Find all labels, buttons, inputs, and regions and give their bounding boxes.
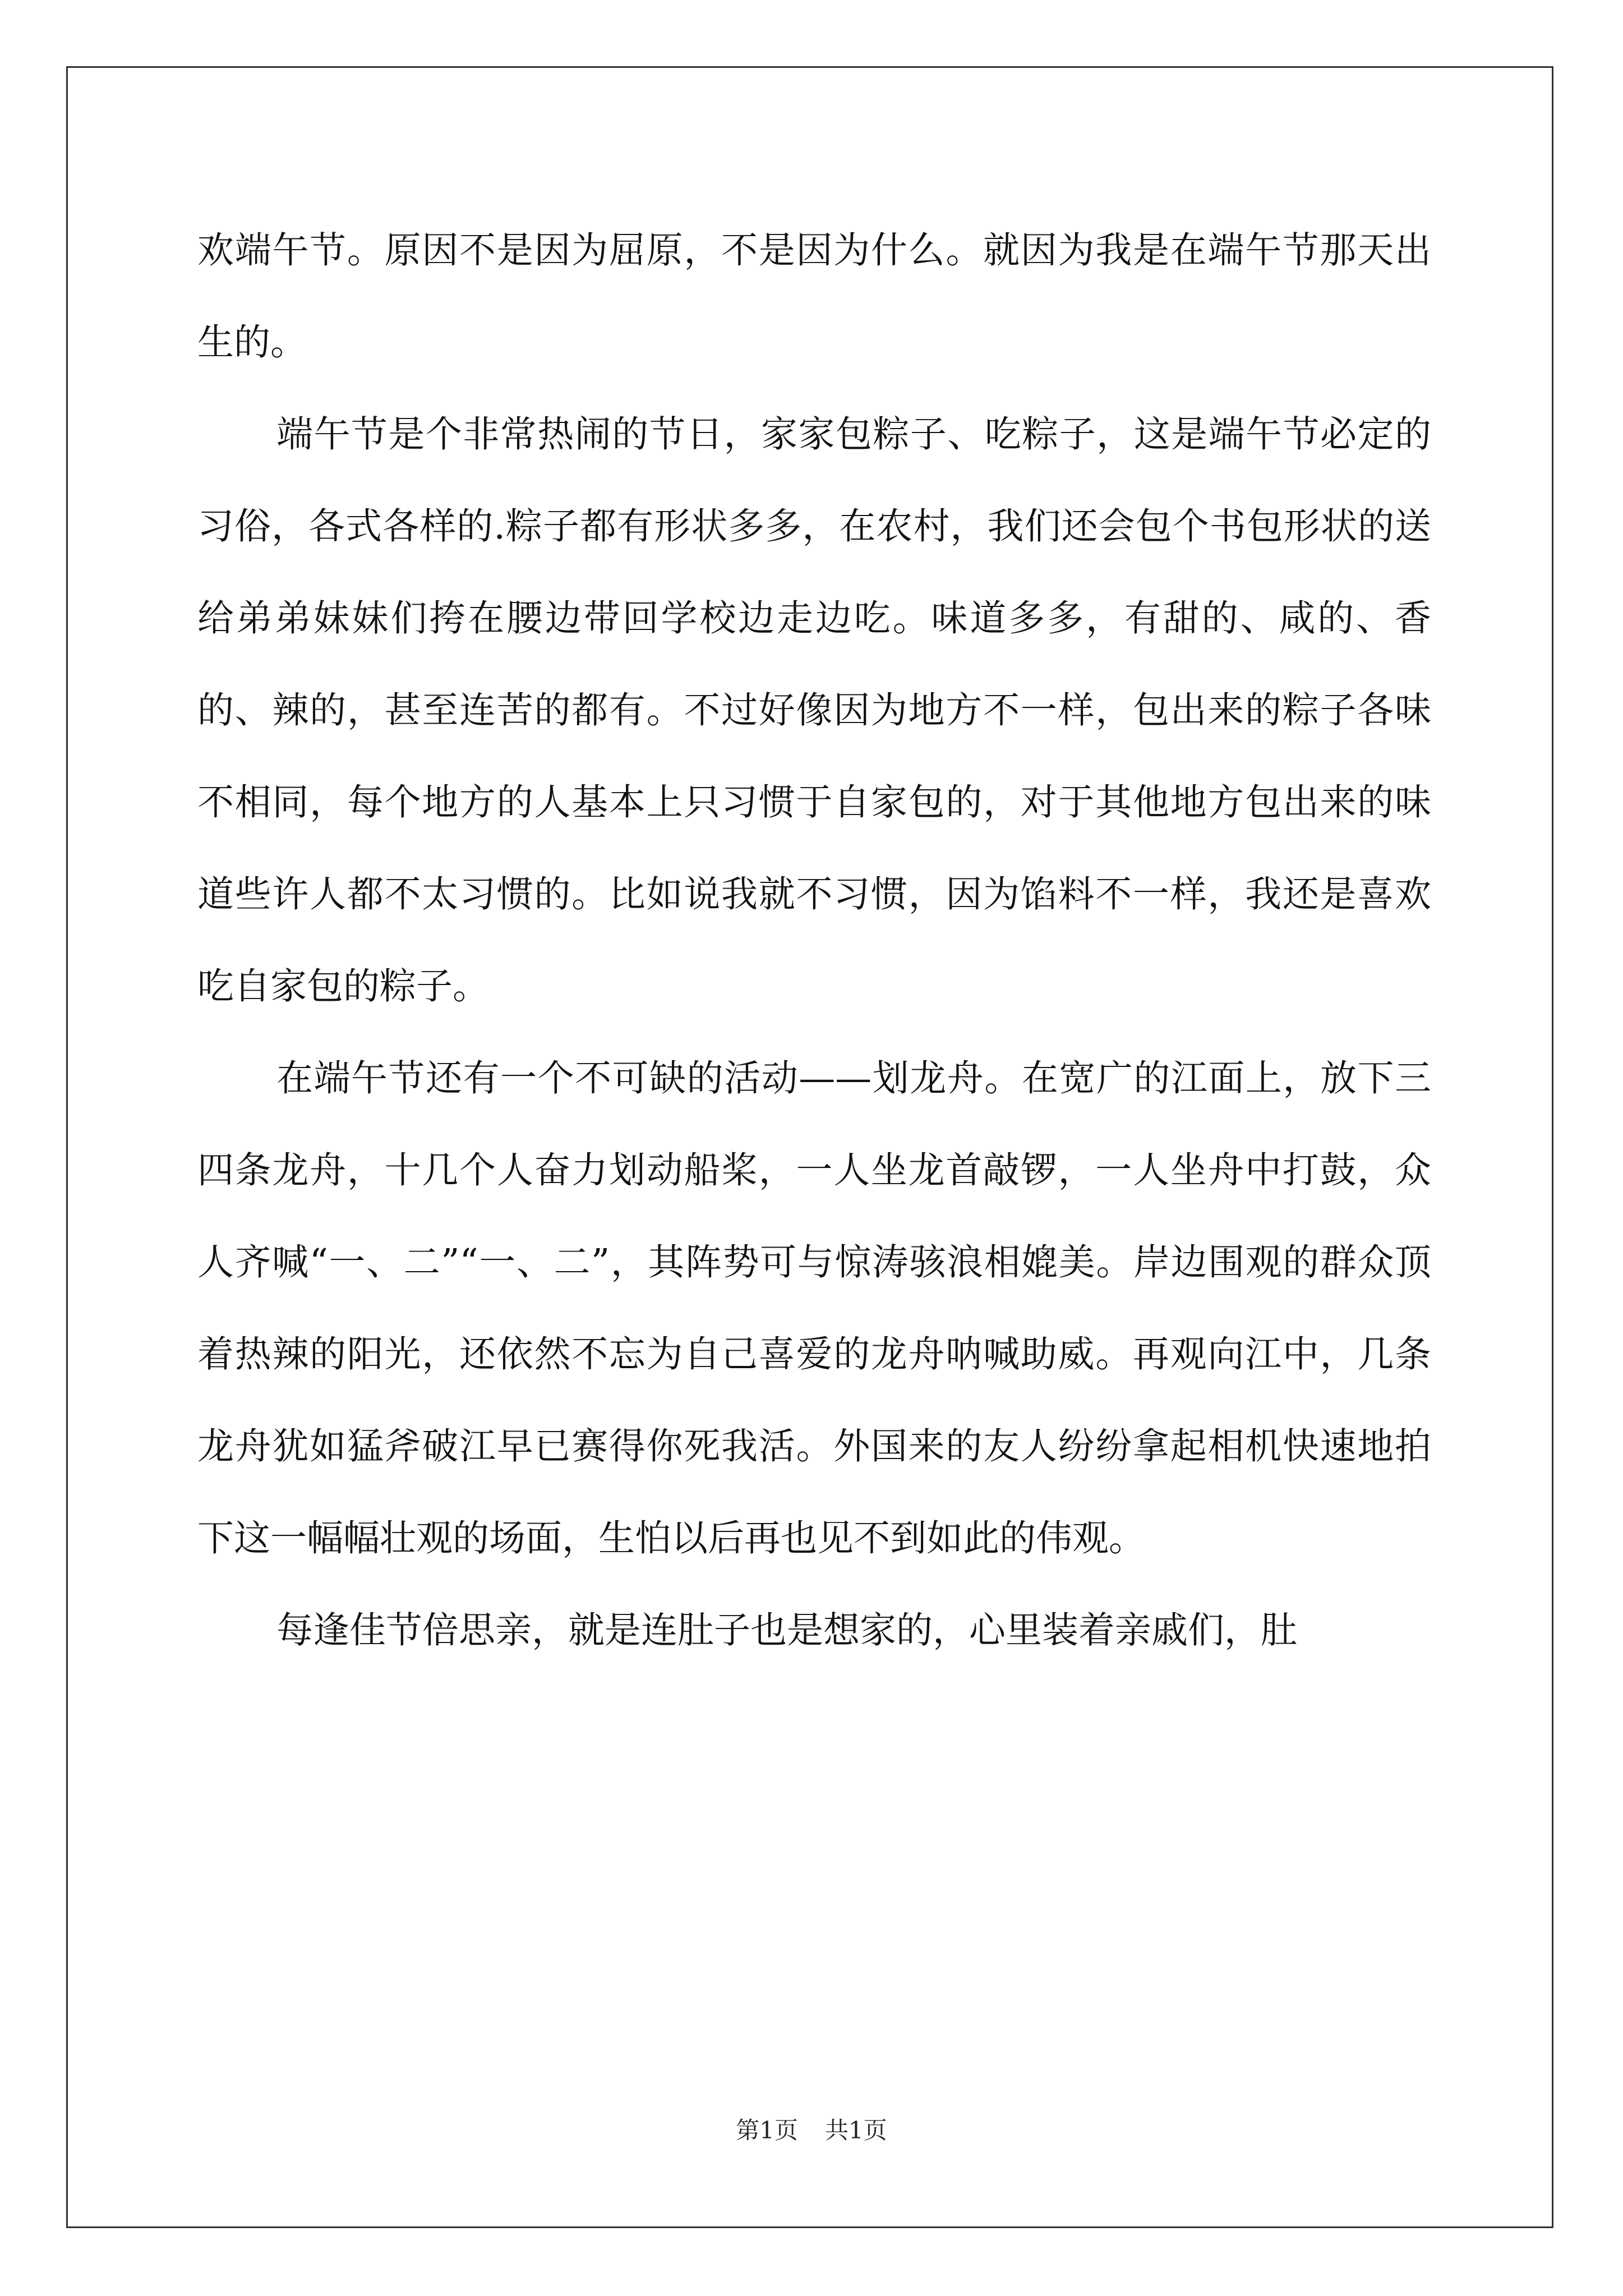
page-footer: [0, 2112, 1623, 2146]
page-number: 第1页: [736, 2116, 798, 2144]
paragraph-continuation: 欢端午节。原因不是因为屈原，不是因为什么。就因为我是在端午节那天出生的。: [197, 229, 1431, 364]
document-body: [197, 205, 1431, 1677]
paragraph-zongzi: 端午节是个非常热闹的节日，家家包粽子、吃粽子，这是端午节必定的习俗，各式各样的.粽子都有形状多多，在农村，我们还会包个书包形状的送给弟弟妹妹们挎在腰边带回学校边走边吃。味道多多，有甜的、咸的、香的、辣的，甚至连苦的都有。不过好像因为地方不一样，包出来的粽子各味不相同，每个地方的人基本上只习惯于自家包的，对于其他地方包出来的味道些许人都不太习惯的。比如说我就不习惯，因为馅料不一样，我还是喜欢吃自家包的粽子。: [197, 413, 1431, 1007]
paragraph-missing-family: 每逢佳节倍思亲，就是连肚子也是想家的，心里装着亲戚们，肚: [276, 1609, 1298, 1651]
page-total: 共1页: [825, 2116, 887, 2144]
paragraph-dragon-boat: 在端午节还有一个不可缺的活动——划龙舟。在宽广的江面上，放下三四条龙舟，十几个人奋力划动船桨，一人坐龙首敲锣，一人坐舟中打鼓，众人齐喊“一、二”“一、二”，其阵势可与惊涛骇浪相媲美。岸边围观的群众顶着热辣的阳光，还依然不忘为自己喜爱的龙舟呐喊助威。再观向江中，几条龙舟犹如猛斧破江早已赛得你死我活。外国来的友人纷纷拿起相机快速地拍下这一幅幅壮观的场面，生怕以后再也见不到如此的伟观。: [197, 1057, 1431, 1559]
